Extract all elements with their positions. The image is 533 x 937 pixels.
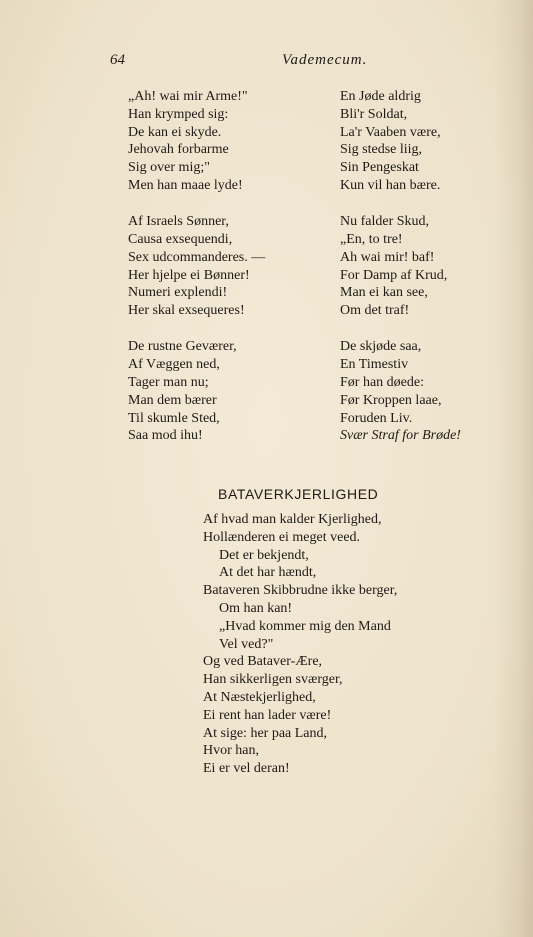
verse-line: „En, to tre! bbox=[340, 231, 403, 247]
verse-line: De kan ei skyde. bbox=[128, 124, 222, 140]
verse-line: Jehovah forbarme bbox=[128, 142, 229, 158]
verse-line: Det er bekjendt, bbox=[219, 547, 309, 563]
verse-line: Han sikkerligen sværger, bbox=[203, 672, 343, 688]
stanza bbox=[128, 338, 328, 445]
verse-line: Foruden Liv. bbox=[340, 410, 413, 426]
verse-line: Hvor han, bbox=[203, 743, 259, 759]
verse-line: Man ei kan see, bbox=[340, 285, 428, 301]
stanza bbox=[128, 213, 328, 320]
verse-line: Sex udcommanderes. — bbox=[128, 249, 266, 265]
verse-line: Man dem bærer bbox=[128, 392, 217, 408]
verse-line: Tager man nu; bbox=[128, 374, 209, 390]
verse-line: Om det traf! bbox=[340, 303, 410, 319]
verse-line: Bataveren Skibbrudne ikke berger, bbox=[203, 583, 398, 599]
verse-line: Før han døede: bbox=[340, 374, 424, 390]
stanza bbox=[340, 88, 510, 195]
verse-line: Kun vil han bære. bbox=[340, 177, 441, 193]
verse-line: Her hjelpe ei Bønner! bbox=[128, 267, 250, 283]
verse-line: Numeri explendi! bbox=[128, 285, 228, 301]
verse-line: Af Israels Sønner, bbox=[128, 214, 229, 230]
verse-line: Hollænderen ei meget veed. bbox=[203, 529, 361, 545]
verse-line: For Damp af Krud, bbox=[340, 267, 448, 283]
stanza bbox=[128, 88, 328, 195]
verse-line: Han krymped sig: bbox=[128, 106, 229, 122]
verse-line: „Ah! wai mir Arme!" bbox=[128, 89, 248, 104]
poem-title: BATAVERKJERLIGHED bbox=[218, 486, 379, 502]
verse-line: La'r Vaaben være, bbox=[340, 124, 441, 140]
verse-line: Ei er vel deran! bbox=[203, 761, 290, 777]
verse-line: Af Væggen ned, bbox=[128, 357, 220, 373]
running-title: Vademecum. bbox=[282, 52, 368, 68]
verse-line: En Jøde aldrig bbox=[340, 89, 421, 104]
left-poem-column bbox=[128, 88, 328, 464]
verse-line: Om han kan! bbox=[219, 600, 293, 616]
verse-line: At Næstekjerlighed, bbox=[203, 689, 316, 705]
verse-line: Vel ved?" bbox=[219, 636, 274, 652]
verse-line: En Timestiv bbox=[340, 357, 409, 373]
verse-line: Sig stedse liig, bbox=[340, 142, 423, 158]
verse-line: Her skal exsequeres! bbox=[128, 303, 245, 319]
right-poem-column bbox=[340, 88, 510, 464]
verse-line: At sige: her paa Land, bbox=[203, 725, 328, 741]
verse-line: Sig over mig;" bbox=[128, 160, 210, 176]
verse-line: Saa mod ihu! bbox=[128, 428, 203, 444]
verse-line: „Hvad kommer mig den Mand bbox=[219, 618, 391, 634]
verse-line: Bli'r Soldat, bbox=[340, 106, 408, 122]
verse-line: Ah wai mir! baf! bbox=[340, 249, 435, 265]
verse-line: Og ved Bataver-Ære, bbox=[203, 654, 323, 670]
verse-line: Men han maae lyde! bbox=[128, 177, 243, 193]
stanza bbox=[340, 213, 510, 320]
verse-line: De skjøde saa, bbox=[340, 339, 422, 355]
verse-line: Nu falder Skud, bbox=[340, 214, 430, 230]
verse-line: Causa exsequendi, bbox=[128, 231, 233, 247]
verse-line: Til skumle Sted, bbox=[128, 410, 220, 426]
verse-line: De rustne Geværer, bbox=[128, 339, 237, 355]
verse-line: Før Kroppen laae, bbox=[340, 392, 442, 408]
verse-line: Sin Pengeskat bbox=[340, 160, 419, 176]
poem-body bbox=[203, 511, 503, 778]
verse-line: At det har hændt, bbox=[219, 565, 317, 581]
page-header bbox=[110, 52, 430, 72]
page-number: 64 bbox=[110, 52, 125, 68]
verse-line: Ei rent han lader være! bbox=[203, 707, 332, 723]
verse-line-italic: Svær Straf for Brøde! bbox=[340, 428, 461, 444]
stanza bbox=[340, 338, 510, 445]
verse-line: Af hvad man kalder Kjerlighed, bbox=[203, 512, 382, 527]
